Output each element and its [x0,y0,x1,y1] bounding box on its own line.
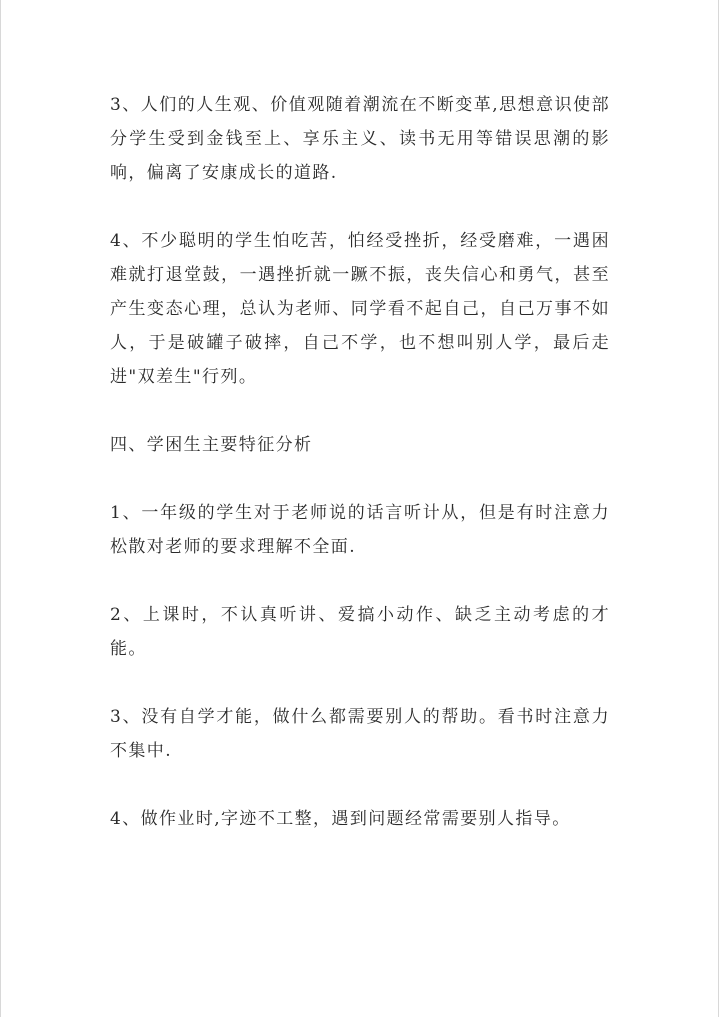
feature-item-3: 3、没有自学才能，做什么都需要别人的帮助。看书时注意力不集中. [110,707,610,761]
paragraph-3: 3、人们的人生观、价值观随着潮流在不断变革,思想意识使部分学生受到金钱至上、享乐主义、读书无用等错误思潮的影响，偏离了安康成长的道路. [110,95,610,183]
feature-item-2: 2、上课时，不认真听讲、爱搞小动作、缺乏主动考虑的才能。 [110,605,610,659]
feature-item-1: 1、一年级的学生对于老师说的话言听计从，但是有时注意力松散对老师的要求理解不全面. [110,503,610,557]
section-heading: 四、学困生主要特征分析 [110,435,313,455]
document-body [110,88,610,870]
paragraph-4: 4、不少聪明的学生怕吃苦，怕经受挫折，经受磨难，一遇困难就打退堂鼓，一遇挫折就一蹶不振，丧失信心和勇气，甚至产生变态心理，总认为老师、同学看不起自己，自己万事不如人，于是破罐子破摔，自己不学，也不想叫别人学，最后走进"双差生"行列。 [110,231,610,387]
feature-item-4: 4、做作业时,字迹不工整，遇到问题经常需要别人指导。 [110,809,571,829]
